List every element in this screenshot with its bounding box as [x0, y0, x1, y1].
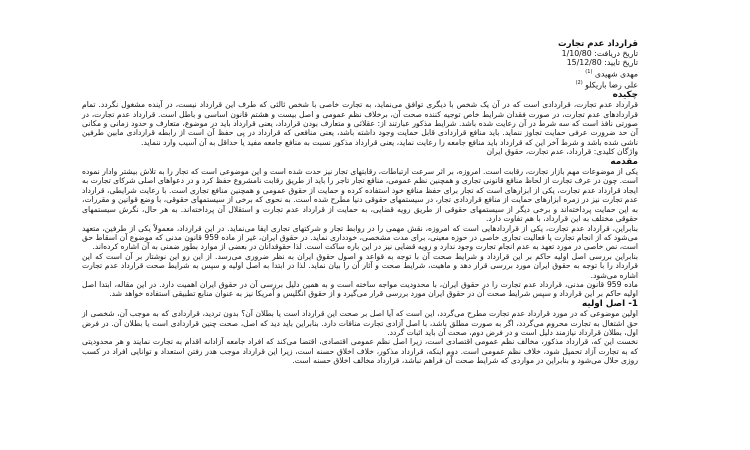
section-paragraph-1: اولین موضوعی که در مورد قرارداد عدم تجارت مطرح می‌گردد، این است که آیا اصل بر صحت این قرارداد است یا بطلان آن؟ بدون تردید، قراردادی که به موجب آن، شخصی از حق اشتغال به تجارت محروم می‌گردد، اگر به صورت مطلق باشد، با اصل آزادی تجارت منافات دارد. بنابراین باید دید که اصل، صحت چنین قراردادی است یا بطلان آن. در فرض اول، بطلان قرارداد نیازمند دلیل است و در فرض دوم، صحت آن باید اثبات گردد.	[82, 309, 638, 337]
accepted-date: تاریخ تایید: 15/12/80	[566, 58, 638, 68]
intro-paragraph-2: بنابراین، قرارداد عدم تجارت، یکی از قراردادهایی است که امروزه، نقش مهمی را در روابط تجار و شرکتهای تجاری ایفا می‌نماید. در این قرارداد، معمولاً یکی از طرفین، متعهد می‌شود که از انجام تجارت یا فعالیت تجاری خاصی در حوزه معینی، برای مدت مشخصی، خودداری نماید. در حقوق ایران، غیر از ماده 959 قانون مدنی که موضوع آن اسقاط حق است، نص خاصی در مورد تعهد به عدم انجام تجارت وجود ندارد و رویه قضایی نیز در این باره ساکت است. لذا حقوقدانان در بعضی از موارد بطور ضمنی به آن اشاره کرده‌اند.	[82, 223, 638, 252]
section-heading: 1- اصل اولیه	[582, 298, 638, 309]
keywords: واژگان کلیدی: قرارداد، عدم تجارت، حقوق ایران	[486, 147, 638, 157]
intro-paragraph-1: یکی از موضوعات مهم بازار تجارت، رقابت است. امروزه، بر اثر سرعت ارتباطات، رقابتهای تجار نیز حدت شده است و این موضوعی است که تجار را به تلاش بیشتر وادار نموده است. چون در عرف تجارت از لحاظ منافع قانونی تجاری و همچنین نظم عمومی، منافع تجار تاجر را باید از طریق رقابت نامشروع حفظ کرد و در دعواهای اصلی شرکای تجارت به ایجاد قرارداد عدم تجارت، یکی از ابزارهای است که تجار برای حفظ منافع خود استفاده کرده و حمایت از حقوق عمومی و همچنین منافع تجاری است. با رعایت شرایطی، قرارداد عدم تجارت نیز در زمره ابزارهای حمایت از منافع قراردادی تجار، در سیستمهای حقوقی دنیا مطرح شده است. به نحوی که برخی از سیستمهای حقوقی، با وضع قوانین و مقررات، به این حمایت پرداخته‌اند و برخی دیگر از سیستمهای حقوقی از طریق رویه قضایی، به حمایت از قرارداد عدم تجارت و استقلال آن پرداخته‌اند. به هر حال، نگرش سیستمهای حقوقی مختلف به این قرارداد، با هم تفاوت دارد.	[82, 167, 638, 224]
abstract-heading: چکیده	[612, 89, 638, 100]
author-1-name: مهدی شهیدی	[594, 69, 638, 79]
intro-heading: مقدمه	[610, 156, 638, 167]
section-paragraph-2: نخست این که، قرارداد مذکور، مخالف نظم عمومی اقتصادی است، زیرا اصل نظم عمومی اقتصادی، اقتضا می‌کند که افراد جامعه آزادانه اقدام به تجارت نمایند و هر محدودیتی که به تجارت آزاد تحمیل شود، خلاف نظم عمومی است. دوم اینکه، قرارداد مذکور، خلاف اخلاق حسنه است، زیرا این قرارداد موجب هدر رفتن استعداد و توانایی افراد در کسب روزی حلال می‌شود و بنابراین در مواردی که شرایط صحت آن فراهم نباشد، قرارداد مخالف اخلاق حسنه است.	[82, 337, 638, 366]
author-1-footnote-mark: (1)	[585, 68, 593, 75]
author-1	[82, 68, 638, 79]
intro-paragraph-4: ماده 959 قانون مدنی، قرارداد عدم تجارت را در حقوق ایران، با محدودیت مواجه ساخته است و به همین دلیل بررسی آن در حقوق ایران اهمیت دارد. در این مقاله، ابتدا اصل اولیه حاکم بر این قرارداد و سپس شرایط صحت آن در حقوق ایران مورد بررسی قرار می‌گیرد و از حقوق انگلیس و آمریکا نیز به عنوان منابع تطبیقی استفاده خواهد شد.	[82, 279, 639, 299]
author-2-name: علی رضا باریکلو	[585, 80, 638, 90]
author-2-footnote-mark: (2)	[575, 79, 583, 86]
received-date: تاریخ دریافت: 1/10/80	[561, 49, 638, 58]
author-2	[82, 79, 638, 90]
document-title: قرارداد عدم تجارت	[558, 39, 638, 49]
abstract-text: قرارداد عدم تجارت، قراردادی است که در آن یک شخص با دیگری توافق می‌نماید، به تجارت خاصی با شخص ثالثی که طرف این قرارداد نیست، در آینده مشغول نگردد. تمام قراردادهای عدم تجارت، در صورت فقدان شرایط خاص توجیه کننده صحت آن، برخلاف نظم عمومی و اصل بیست و هشتم قانون اساسی و باطل است. قرارداد عدم تجارت، در صورتی نافذ است که سه شرط در آن رعایت شده باشد. شرایط مذکور عبارتند از: عقلائی و متعارف بودن قرارداد، یعنی قرارداد باید در موضوع، متعارف و حدود زمانی و مکانی آن حد ضرورت عرفی حمایت تجاوز ننماید. باید منافع قراردادی قابل حمایت وجود داشته باشد، یعنی منافعی که قرارداد در پی حفظ آن است از رابطه قراردادی مابین طرفین ناشی شده باشد و شرط آخر این که قرارداد باید منافع جامعه را رعایت نماید، یعنی قرارداد مذکور نسبت به منافع جامعه مفید یا حداقل به آن آسیب وارد ننماید.	[82, 100, 638, 147]
document-page	[82, 39, 638, 444]
intro-paragraph-3: بنابراین بررسی اصل اولیه حاکم بر این قرارداد و شرایط صحت آن با توجه به قواعد و اصول حقوق ایران به نظر ضروری می‌رسد. از این رو این نوشتار بر آن است که این قرارداد را با توجه به حقوق ایران مورد بررسی قرار دهد و ماهیت، شرایط صحت و آثار آن را بیان نماید. لذا در ابتدا به اصل اولیه و سپس به شرایط صحت قرارداد عدم تجارت اشاره می‌شود.	[82, 251, 638, 280]
